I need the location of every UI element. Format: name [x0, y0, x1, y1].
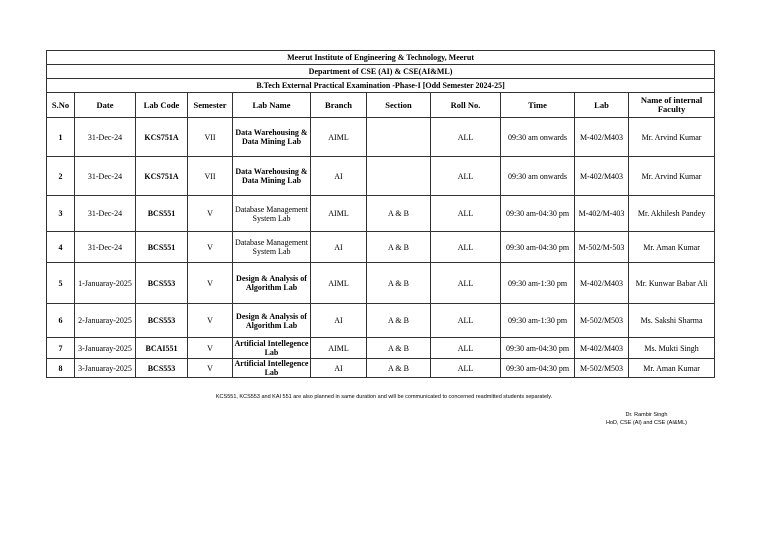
cell-branch: AIML [311, 338, 367, 359]
cell-faculty: Ms. Mukti Singh [629, 338, 715, 359]
col-header-branch: Branch [311, 93, 367, 118]
cell-section: A & B [367, 263, 431, 304]
col-header-date: Date [75, 93, 136, 118]
cell-lab-code: KCS751A [136, 157, 188, 196]
footnote: KCS551, KCS553 and KAI 551 are also planned in same duration and will be communicated to concerned readmitted students separately. [215, 394, 553, 400]
cell-lab-code: BCS551 [136, 196, 188, 232]
cell-date: 3-Januaray-2025 [75, 359, 136, 378]
cell-faculty: Mr. Arvind Kumar [629, 157, 715, 196]
table-row [47, 118, 715, 157]
cell-sno: 4 [47, 232, 75, 263]
cell-sno: 2 [47, 157, 75, 196]
cell-date: 31-Dec-24 [75, 118, 136, 157]
cell-time: 09:30 am onwards [501, 118, 575, 157]
cell-lab-name: Design & Analysis of Algorithm Lab [233, 304, 311, 338]
header-row [47, 93, 715, 118]
cell-branch: AIML [311, 118, 367, 157]
cell-faculty: Mr. Aman Kumar [629, 232, 715, 263]
cell-section: A & B [367, 232, 431, 263]
cell-semester: V [188, 232, 233, 263]
cell-faculty: Mr. Kunwar Babar Ali [629, 263, 715, 304]
col-header-semester: Semester [188, 93, 233, 118]
cell-lab: M-402/M403 [575, 263, 629, 304]
cell-time: 09:30 am-04:30 pm [501, 359, 575, 378]
cell-roll-no: ALL [431, 338, 501, 359]
cell-semester: V [188, 196, 233, 232]
cell-roll-no: ALL [431, 118, 501, 157]
cell-lab: M-402/M-403 [575, 196, 629, 232]
cell-lab: M-402/M403 [575, 338, 629, 359]
cell-faculty: Mr. Arvind Kumar [629, 118, 715, 157]
cell-date: 31-Dec-24 [75, 196, 136, 232]
cell-date: 31-Dec-24 [75, 232, 136, 263]
cell-time: 09:30 am-1:30 pm [501, 263, 575, 304]
cell-branch: AI [311, 232, 367, 263]
cell-time: 09:30 am-1:30 pm [501, 304, 575, 338]
cell-semester: VII [188, 118, 233, 157]
signatory-designation: HoD, CSE (AI) and CSE (AI&ML) [606, 420, 687, 426]
cell-lab: M-402/M403 [575, 118, 629, 157]
col-header-lab-name: Lab Name [233, 93, 311, 118]
cell-roll-no: ALL [431, 304, 501, 338]
cell-section [367, 118, 431, 157]
cell-roll-no: ALL [431, 359, 501, 378]
cell-branch: AI [311, 359, 367, 378]
cell-lab-code: KCS751A [136, 118, 188, 157]
cell-lab: M-402/M403 [575, 157, 629, 196]
table-row [47, 232, 715, 263]
cell-date: 2-Januaray-2025 [75, 304, 136, 338]
cell-lab-name: Design & Analysis of Algorithm Lab [233, 263, 311, 304]
col-header-faculty: Name of internal Faculty [629, 93, 715, 118]
table-row [47, 157, 715, 196]
cell-semester: V [188, 359, 233, 378]
exam-title: B.Tech External Practical Examination -Phase-I [Odd Semester 2024-25] [47, 79, 715, 93]
cell-section [367, 157, 431, 196]
cell-sno: 7 [47, 338, 75, 359]
table-row [47, 359, 715, 378]
cell-lab-name: Artificial Intellegence Lab [233, 359, 311, 378]
cell-lab-code: BCS551 [136, 232, 188, 263]
cell-lab-code: BCS553 [136, 263, 188, 304]
cell-lab-name: Artificial Intellegence Lab [233, 338, 311, 359]
cell-lab-name: Database Management System Lab [233, 196, 311, 232]
col-header-time: Time [501, 93, 575, 118]
table-row [47, 196, 715, 232]
cell-sno: 3 [47, 196, 75, 232]
cell-sno: 6 [47, 304, 75, 338]
cell-roll-no: ALL [431, 196, 501, 232]
cell-lab: M-502/M-503 [575, 232, 629, 263]
cell-roll-no: ALL [431, 263, 501, 304]
cell-branch: AI [311, 157, 367, 196]
cell-section: A & B [367, 338, 431, 359]
cell-time: 09:30 am-04:30 pm [501, 232, 575, 263]
cell-date: 31-Dec-24 [75, 157, 136, 196]
col-header-sno: S.No [47, 93, 75, 118]
cell-lab-name: Database Management System Lab [233, 232, 311, 263]
cell-sno: 1 [47, 118, 75, 157]
cell-branch: AIML [311, 263, 367, 304]
cell-time: 09:30 am-04:30 pm [501, 196, 575, 232]
cell-roll-no: ALL [431, 232, 501, 263]
cell-semester: V [188, 263, 233, 304]
signature-block [606, 411, 687, 427]
cell-section: A & B [367, 196, 431, 232]
cell-date: 3-Januaray-2025 [75, 338, 136, 359]
cell-lab-code: BCAI551 [136, 338, 188, 359]
cell-branch: AI [311, 304, 367, 338]
exam-schedule-table [46, 50, 715, 378]
cell-sno: 5 [47, 263, 75, 304]
cell-time: 09:30 am onwards [501, 157, 575, 196]
col-header-lab-code: Lab Code [136, 93, 188, 118]
col-header-lab: Lab [575, 93, 629, 118]
cell-lab: M-502/M503 [575, 359, 629, 378]
signatory-name: Dr. Rambir Singh [625, 412, 668, 418]
cell-roll-no: ALL [431, 157, 501, 196]
table-row [47, 304, 715, 338]
cell-section: A & B [367, 359, 431, 378]
cell-semester: VII [188, 157, 233, 196]
cell-faculty: Mr. Akhilesh Pandey [629, 196, 715, 232]
cell-semester: V [188, 304, 233, 338]
col-header-section: Section [367, 93, 431, 118]
cell-faculty: Mr. Aman Kumar [629, 359, 715, 378]
cell-lab-name: Data Warehousing & Data Mining Lab [233, 118, 311, 157]
cell-semester: V [188, 338, 233, 359]
cell-time: 09:30 am-04:30 pm [501, 338, 575, 359]
cell-lab-code: BCS553 [136, 304, 188, 338]
cell-date: 1-Januaray-2025 [75, 263, 136, 304]
cell-lab: M-502/M503 [575, 304, 629, 338]
cell-branch: AIML [311, 196, 367, 232]
department-title: Department of CSE (AI) & CSE(AI&ML) [47, 65, 715, 79]
cell-lab-code: BCS553 [136, 359, 188, 378]
cell-sno: 8 [47, 359, 75, 378]
col-header-roll-no: Roll No. [431, 93, 501, 118]
cell-lab-name: Data Warehousing & Data Mining Lab [233, 157, 311, 196]
table-row [47, 263, 715, 304]
institute-title: Meerut Institute of Engineering & Technology, Meerut [47, 51, 715, 65]
cell-section: A & B [367, 304, 431, 338]
cell-faculty: Ms. Sakshi Sharma [629, 304, 715, 338]
table-row [47, 338, 715, 359]
